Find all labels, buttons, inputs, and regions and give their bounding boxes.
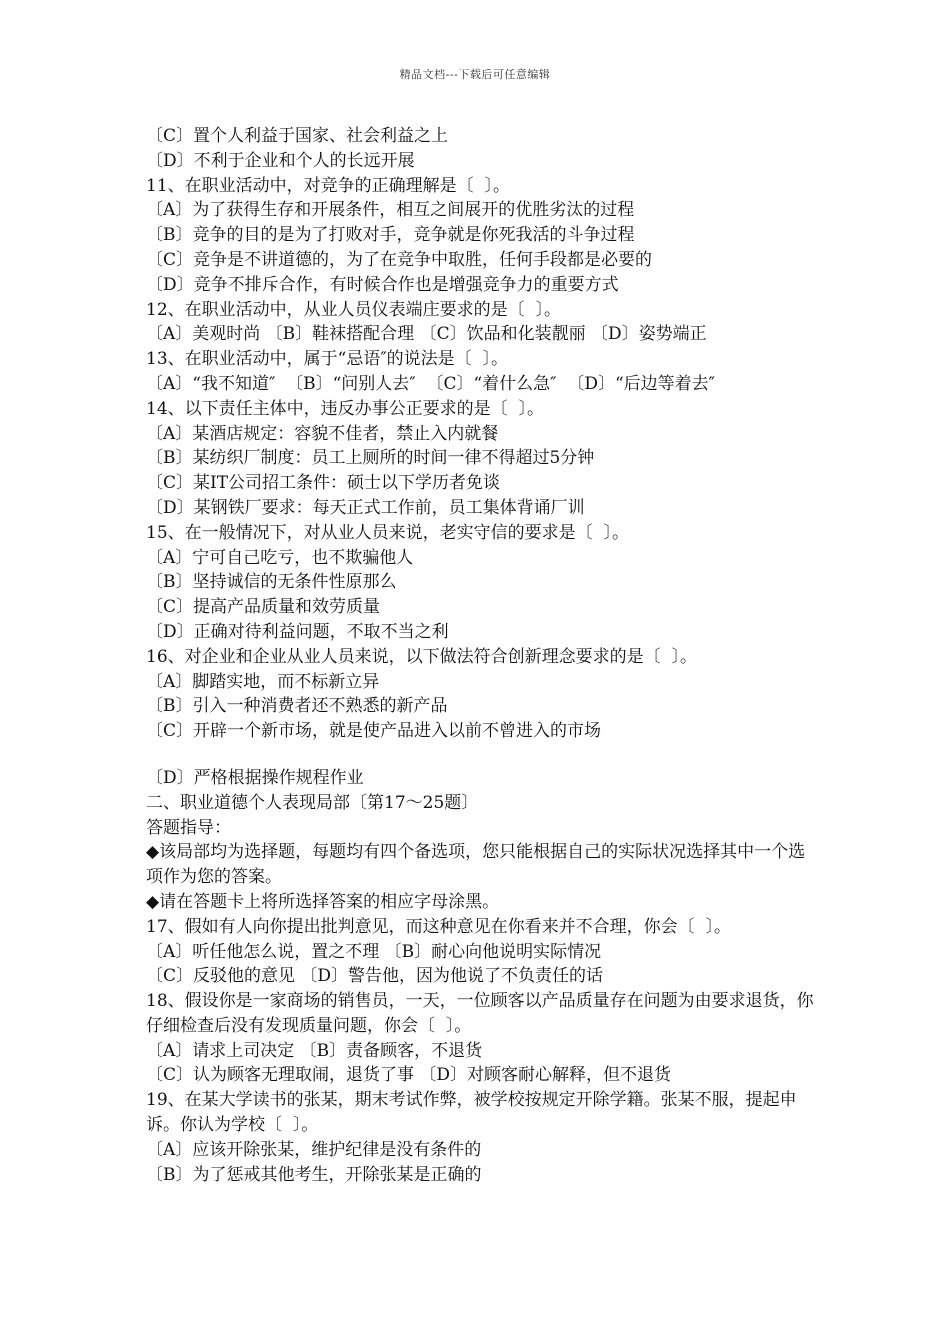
- option-line: 〔D〕竞争不排斥合作，有时候合作也是增强竞争力的重要方式: [146, 274, 619, 295]
- question-18: 18、假设你是一家商场的销售员，一天，一位顾客以产品质量存在问题为由要求退货，你仔细检查后没有发现质量问题，你会〔 〕。: [146, 991, 814, 1036]
- option-line: 〔A〕应该开除张某，维护纪律是没有条件的: [146, 1139, 482, 1160]
- question-17: 17、假如有人向你提出批判意见，而这种意见在你看来并不合理，你会〔 〕。: [146, 916, 731, 937]
- option-line: 〔A〕听任他怎么说，置之不理 〔B〕耐心向他说明实际情况: [146, 941, 602, 962]
- instruction-text: ◆请在答题卡上将所选择答案的相应字母涂黑。: [146, 891, 500, 912]
- section-heading: 二、职业道德个人表现局部〔第17～25题〕: [146, 792, 479, 813]
- option-line: 〔C〕开辟一个新市场，就是使产品进入以前不曾进入的市场: [146, 721, 602, 742]
- question-15: 15、在一般情况下，对从业人员来说，老实守信的要求是〔 〕。: [146, 522, 629, 543]
- option-line: 〔D〕正确对待利益问题，不取不当之利: [146, 621, 449, 642]
- option-line: 〔D〕不利于企业和个人的长远开展: [146, 150, 415, 171]
- option-line: 〔B〕引入一种消费者还不熟悉的新产品: [146, 696, 448, 717]
- question-16: 16、对企业和企业从业人员来说，以下做法符合创新理念要求的是〔 〕。: [146, 646, 697, 667]
- option-line: 〔B〕竞争的目的是为了打败对手，竞争就是你死我活的斗争过程: [146, 225, 635, 246]
- option-line: 〔A〕“我不知道″ 〔B〕“问别人去″ 〔C〕“着什么急″ 〔D〕“后边等着去″: [146, 373, 715, 394]
- option-line: 〔A〕脚踏实地，而不标新立异: [146, 671, 380, 692]
- page-header: 精品文档---下载后可任意编辑: [399, 68, 551, 81]
- option-line: 〔C〕置个人利益于国家、社会利益之上: [146, 126, 449, 146]
- option-line: 〔C〕竞争是不讲道德的，为了在竞争中取胜，任何手段都是必要的: [146, 249, 653, 270]
- option-line: 〔A〕美观时尚 〔B〕鞋袜搭配合理 〔C〕饮品和化装靓丽 〔D〕姿势端正: [146, 324, 707, 345]
- question-12: 12、在职业活动中，从业人员仪表端庄要求的是〔 〕。: [146, 299, 561, 320]
- option-line: 〔C〕认为顾客无理取闹，退货了事 〔D〕对顾客耐心解释，但不退货: [146, 1065, 672, 1086]
- option-line: 〔C〕反驳他的意见 〔D〕警告他，因为他说了不负责任的话: [146, 966, 604, 987]
- question-14: 14、以下责任主体中，违反办事公正要求的是〔 〕。: [146, 398, 544, 419]
- option-line: 〔B〕坚持诚信的无条件性原那么: [146, 572, 397, 593]
- option-line: 〔D〕某钢铁厂要求：每天正式工作前，员工集体背诵厂训: [146, 497, 585, 518]
- option-line: 〔A〕请求上司决定 〔B〕责备顾客，不退货: [146, 1040, 483, 1061]
- question-11: 11、在职业活动中，对竞争的正确理解是〔 〕。: [146, 175, 510, 196]
- option-line: 〔C〕某IT公司招工条件：硕士以下学历者免谈: [146, 473, 501, 494]
- document-body: [146, 124, 816, 1187]
- question-13: 13、在职业活动中，属于“忌语″的说法是〔 〕。: [146, 349, 508, 370]
- option-line: 〔A〕某酒店规定：容貌不佳者，禁止入内就餐: [146, 423, 499, 444]
- option-line: 〔A〕为了获得生存和开展条件，相互之间展开的优胜劣汰的过程: [146, 200, 635, 221]
- paragraph-gap: [146, 744, 816, 766]
- option-line: 〔D〕严格根据操作规程作业: [146, 767, 364, 788]
- question-19: 19、在某大学读书的张某，期末考试作弊，被学校按规定开除学籍。张某不服，提起申诉。你认为学校〔 〕。: [146, 1090, 797, 1136]
- option-line: 〔C〕提高产品质量和效劳质量: [146, 597, 381, 618]
- instruction-heading: 答题指导：: [146, 817, 231, 838]
- option-line: 〔B〕为了惩戒其他考生，开除张某是正确的: [146, 1164, 482, 1185]
- option-line: 〔A〕宁可自己吃亏，也不欺骗他人: [146, 547, 414, 568]
- option-line: 〔B〕某纺织厂制度：员工上厕所的时间一律不得超过5分钟: [146, 448, 595, 469]
- instruction-text: ◆该局部均为选择题，每题均有四个备选项，您只能根据自己的实际状况选择其中一个选项作为您的答案。: [146, 842, 806, 888]
